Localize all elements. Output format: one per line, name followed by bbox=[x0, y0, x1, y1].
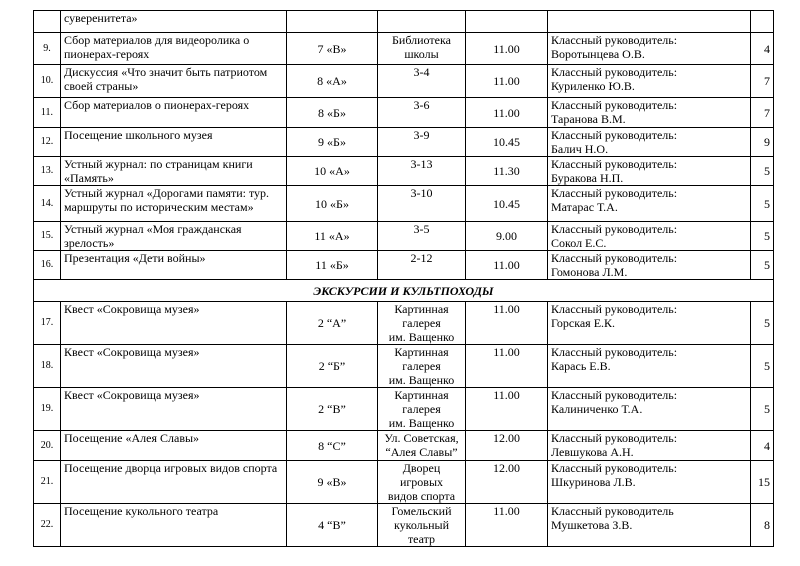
responsible-label: Классный руководитель: bbox=[551, 157, 678, 171]
class-name: 8 «А» bbox=[287, 65, 378, 98]
event-name: Квест «Сокровища музея» bbox=[61, 345, 287, 388]
class-name: 11 «Б» bbox=[287, 251, 378, 280]
participant-count: 8 bbox=[751, 504, 774, 547]
event-name: Устный журнал «Моя гражданская зрелость» bbox=[61, 222, 287, 251]
start-time: 11.00 bbox=[466, 302, 548, 345]
responsible-name: Куриленко Ю.В. bbox=[551, 79, 635, 93]
responsible-label: Классный руководитель: bbox=[551, 302, 678, 316]
event-name: Сбор материалов о пионерах-героях bbox=[61, 98, 287, 128]
event-name: Посещение кукольного театра bbox=[61, 504, 287, 547]
table-row bbox=[34, 65, 774, 98]
participant-count: 5 bbox=[751, 302, 774, 345]
table-row bbox=[34, 128, 774, 157]
venue: 3-6 bbox=[378, 98, 466, 128]
responsible-name: Буракова Н.П. bbox=[551, 171, 624, 185]
responsible-name: Сокол Е.С. bbox=[551, 236, 607, 250]
participant-count: 15 bbox=[751, 461, 774, 504]
venue: 3-9 bbox=[378, 128, 466, 157]
row-number: 18. bbox=[34, 345, 61, 388]
responsible-person bbox=[548, 302, 751, 345]
responsible-label: Классный руководитель bbox=[551, 504, 674, 518]
start-time: 11.00 bbox=[466, 98, 548, 128]
venue: 3-10 bbox=[378, 186, 466, 222]
responsible-label: Классный руководитель: bbox=[551, 98, 678, 112]
event-name: Квест «Сокровища музея» bbox=[61, 388, 287, 431]
class-name: 9 «Б» bbox=[287, 128, 378, 157]
responsible-person bbox=[548, 431, 751, 461]
event-name: Презентация «Дети войны» bbox=[61, 251, 287, 280]
class-name: 9 «В» bbox=[287, 461, 378, 504]
venue: 3-13 bbox=[378, 157, 466, 186]
class-name: 4 “В” bbox=[287, 504, 378, 547]
class-name: 8 “С” bbox=[287, 431, 378, 461]
participant-count: 5 bbox=[751, 388, 774, 431]
table-row bbox=[34, 222, 774, 251]
section-row bbox=[34, 280, 774, 302]
responsible-person bbox=[548, 98, 751, 128]
table-row bbox=[34, 251, 774, 280]
participant-count: 5 bbox=[751, 157, 774, 186]
participant-count: 5 bbox=[751, 186, 774, 222]
start-time: 11.00 bbox=[466, 65, 548, 98]
table-row bbox=[34, 461, 774, 504]
start-time: 11.30 bbox=[466, 157, 548, 186]
participant-count: 7 bbox=[751, 65, 774, 98]
class-name: 10 «А» bbox=[287, 157, 378, 186]
row-number: 16. bbox=[34, 251, 61, 280]
participant-count: 7 bbox=[751, 98, 774, 128]
row-number: 9. bbox=[34, 33, 61, 65]
table-row bbox=[34, 11, 774, 33]
responsible-person bbox=[548, 186, 751, 222]
responsible-label: Классный руководитель: bbox=[551, 251, 678, 265]
responsible-label: Классный руководитель: bbox=[551, 186, 678, 200]
start-time: 11.00 bbox=[466, 33, 548, 65]
responsible-person bbox=[548, 65, 751, 98]
table-row bbox=[34, 388, 774, 431]
responsible-person bbox=[548, 128, 751, 157]
class-name: 2 “Б” bbox=[287, 345, 378, 388]
table-row bbox=[34, 33, 774, 65]
venue: Дворец игровых видов спорта bbox=[378, 461, 466, 504]
responsible-person bbox=[548, 461, 751, 504]
responsible-name: Карась Е.В. bbox=[551, 359, 611, 373]
event-name: Устный журнал: по страницам книги «Память» bbox=[61, 157, 287, 186]
class-name: 7 «В» bbox=[287, 33, 378, 65]
event-name: суверенитета» bbox=[61, 11, 287, 33]
responsible-label: Классный руководитель: bbox=[551, 431, 678, 445]
venue: Ул. Советская, “Алея Славы” bbox=[378, 431, 466, 461]
start-time: 10.45 bbox=[466, 186, 548, 222]
event-name: Посещение школьного музея bbox=[61, 128, 287, 157]
table-row bbox=[34, 186, 774, 222]
class-name: 2 “А” bbox=[287, 302, 378, 345]
event-name: Сбор материалов для видеоролика о пионерах-героях bbox=[61, 33, 287, 65]
table-row bbox=[34, 504, 774, 547]
event-name: Дискуссия «Что значит быть патриотом своей страны» bbox=[61, 65, 287, 98]
responsible-name: Левшукова А.Н. bbox=[551, 445, 634, 459]
responsible-person bbox=[548, 504, 751, 547]
responsible-label: Классный руководитель: bbox=[551, 65, 678, 79]
row-number bbox=[34, 11, 61, 33]
row-number: 20. bbox=[34, 431, 61, 461]
event-name: Квест «Сокровища музея» bbox=[61, 302, 287, 345]
row-number: 22. bbox=[34, 504, 61, 547]
start-time: 11.00 bbox=[466, 504, 548, 547]
event-name: Посещение дворца игровых видов спорта bbox=[61, 461, 287, 504]
participant-count: 9 bbox=[751, 128, 774, 157]
responsible-name: Воротынцева О.В. bbox=[551, 47, 645, 61]
class-name: 10 «Б» bbox=[287, 186, 378, 222]
participant-count: 4 bbox=[751, 33, 774, 65]
document-page bbox=[33, 10, 773, 547]
venue: Библиотека школы bbox=[378, 33, 466, 65]
section-title: ЭКСКУРСИИ И КУЛЬТПОХОДЫ bbox=[34, 280, 774, 302]
table-row bbox=[34, 345, 774, 388]
start-time: 10.45 bbox=[466, 128, 548, 157]
start-time: 11.00 bbox=[466, 388, 548, 431]
responsible-label: Классный руководитель: bbox=[551, 461, 678, 475]
venue: 3-5 bbox=[378, 222, 466, 251]
responsible-name: Горская Е.К. bbox=[551, 316, 616, 330]
venue: 3-4 bbox=[378, 65, 466, 98]
responsible-person bbox=[548, 388, 751, 431]
row-number: 13. bbox=[34, 157, 61, 186]
row-number: 19. bbox=[34, 388, 61, 431]
responsible-person bbox=[548, 251, 751, 280]
row-number: 14. bbox=[34, 186, 61, 222]
table-row bbox=[34, 431, 774, 461]
participant-count: 5 bbox=[751, 251, 774, 280]
start-time: 11.00 bbox=[466, 251, 548, 280]
responsible-name: Таранова В.М. bbox=[551, 112, 626, 126]
responsible-name: Матарас Т.А. bbox=[551, 200, 618, 214]
responsible-name: Гомонова Л.М. bbox=[551, 265, 628, 279]
responsible-person bbox=[548, 222, 751, 251]
row-number: 10. bbox=[34, 65, 61, 98]
table-row bbox=[34, 98, 774, 128]
venue: Гомельский кукольный театр bbox=[378, 504, 466, 547]
row-number: 17. bbox=[34, 302, 61, 345]
class-name: 8 «Б» bbox=[287, 98, 378, 128]
class-name: 11 «А» bbox=[287, 222, 378, 251]
row-number: 21. bbox=[34, 461, 61, 504]
class-name: 2 “В” bbox=[287, 388, 378, 431]
venue: Картинная галерея им. Ващенко bbox=[378, 388, 466, 431]
participant-count: 5 bbox=[751, 345, 774, 388]
event-name: Устный журнал «Дорогами памяти: тур. маршруты по историческим местам» bbox=[61, 186, 287, 222]
responsible-label: Классный руководитель: bbox=[551, 345, 678, 359]
table-row bbox=[34, 157, 774, 186]
responsible-person bbox=[548, 345, 751, 388]
events-table bbox=[33, 10, 774, 547]
responsible-label: Классный руководитель: bbox=[551, 222, 678, 236]
responsible-name: Балич Н.О. bbox=[551, 142, 609, 156]
responsible-person bbox=[548, 33, 751, 65]
row-number: 12. bbox=[34, 128, 61, 157]
responsible-name: Калиниченко Т.А. bbox=[551, 402, 643, 416]
start-time: 12.00 bbox=[466, 461, 548, 504]
table-row bbox=[34, 302, 774, 345]
venue: Картинная галерея им. Ващенко bbox=[378, 345, 466, 388]
participant-count: 4 bbox=[751, 431, 774, 461]
start-time: 11.00 bbox=[466, 345, 548, 388]
responsible-name: Мушкетова З.В. bbox=[551, 518, 633, 532]
start-time: 12.00 bbox=[466, 431, 548, 461]
row-number: 11. bbox=[34, 98, 61, 128]
venue: 2-12 bbox=[378, 251, 466, 280]
responsible-label: Классный руководитель: bbox=[551, 33, 678, 47]
venue: Картинная галерея им. Ващенко bbox=[378, 302, 466, 345]
responsible-name: Шкуринова Л.В. bbox=[551, 475, 636, 489]
responsible-label: Классный руководитель: bbox=[551, 128, 678, 142]
row-number: 15. bbox=[34, 222, 61, 251]
participant-count: 5 bbox=[751, 222, 774, 251]
start-time: 9.00 bbox=[466, 222, 548, 251]
responsible-person bbox=[548, 157, 751, 186]
event-name: Посещение «Алея Славы» bbox=[61, 431, 287, 461]
responsible-label: Классный руководитель: bbox=[551, 388, 678, 402]
